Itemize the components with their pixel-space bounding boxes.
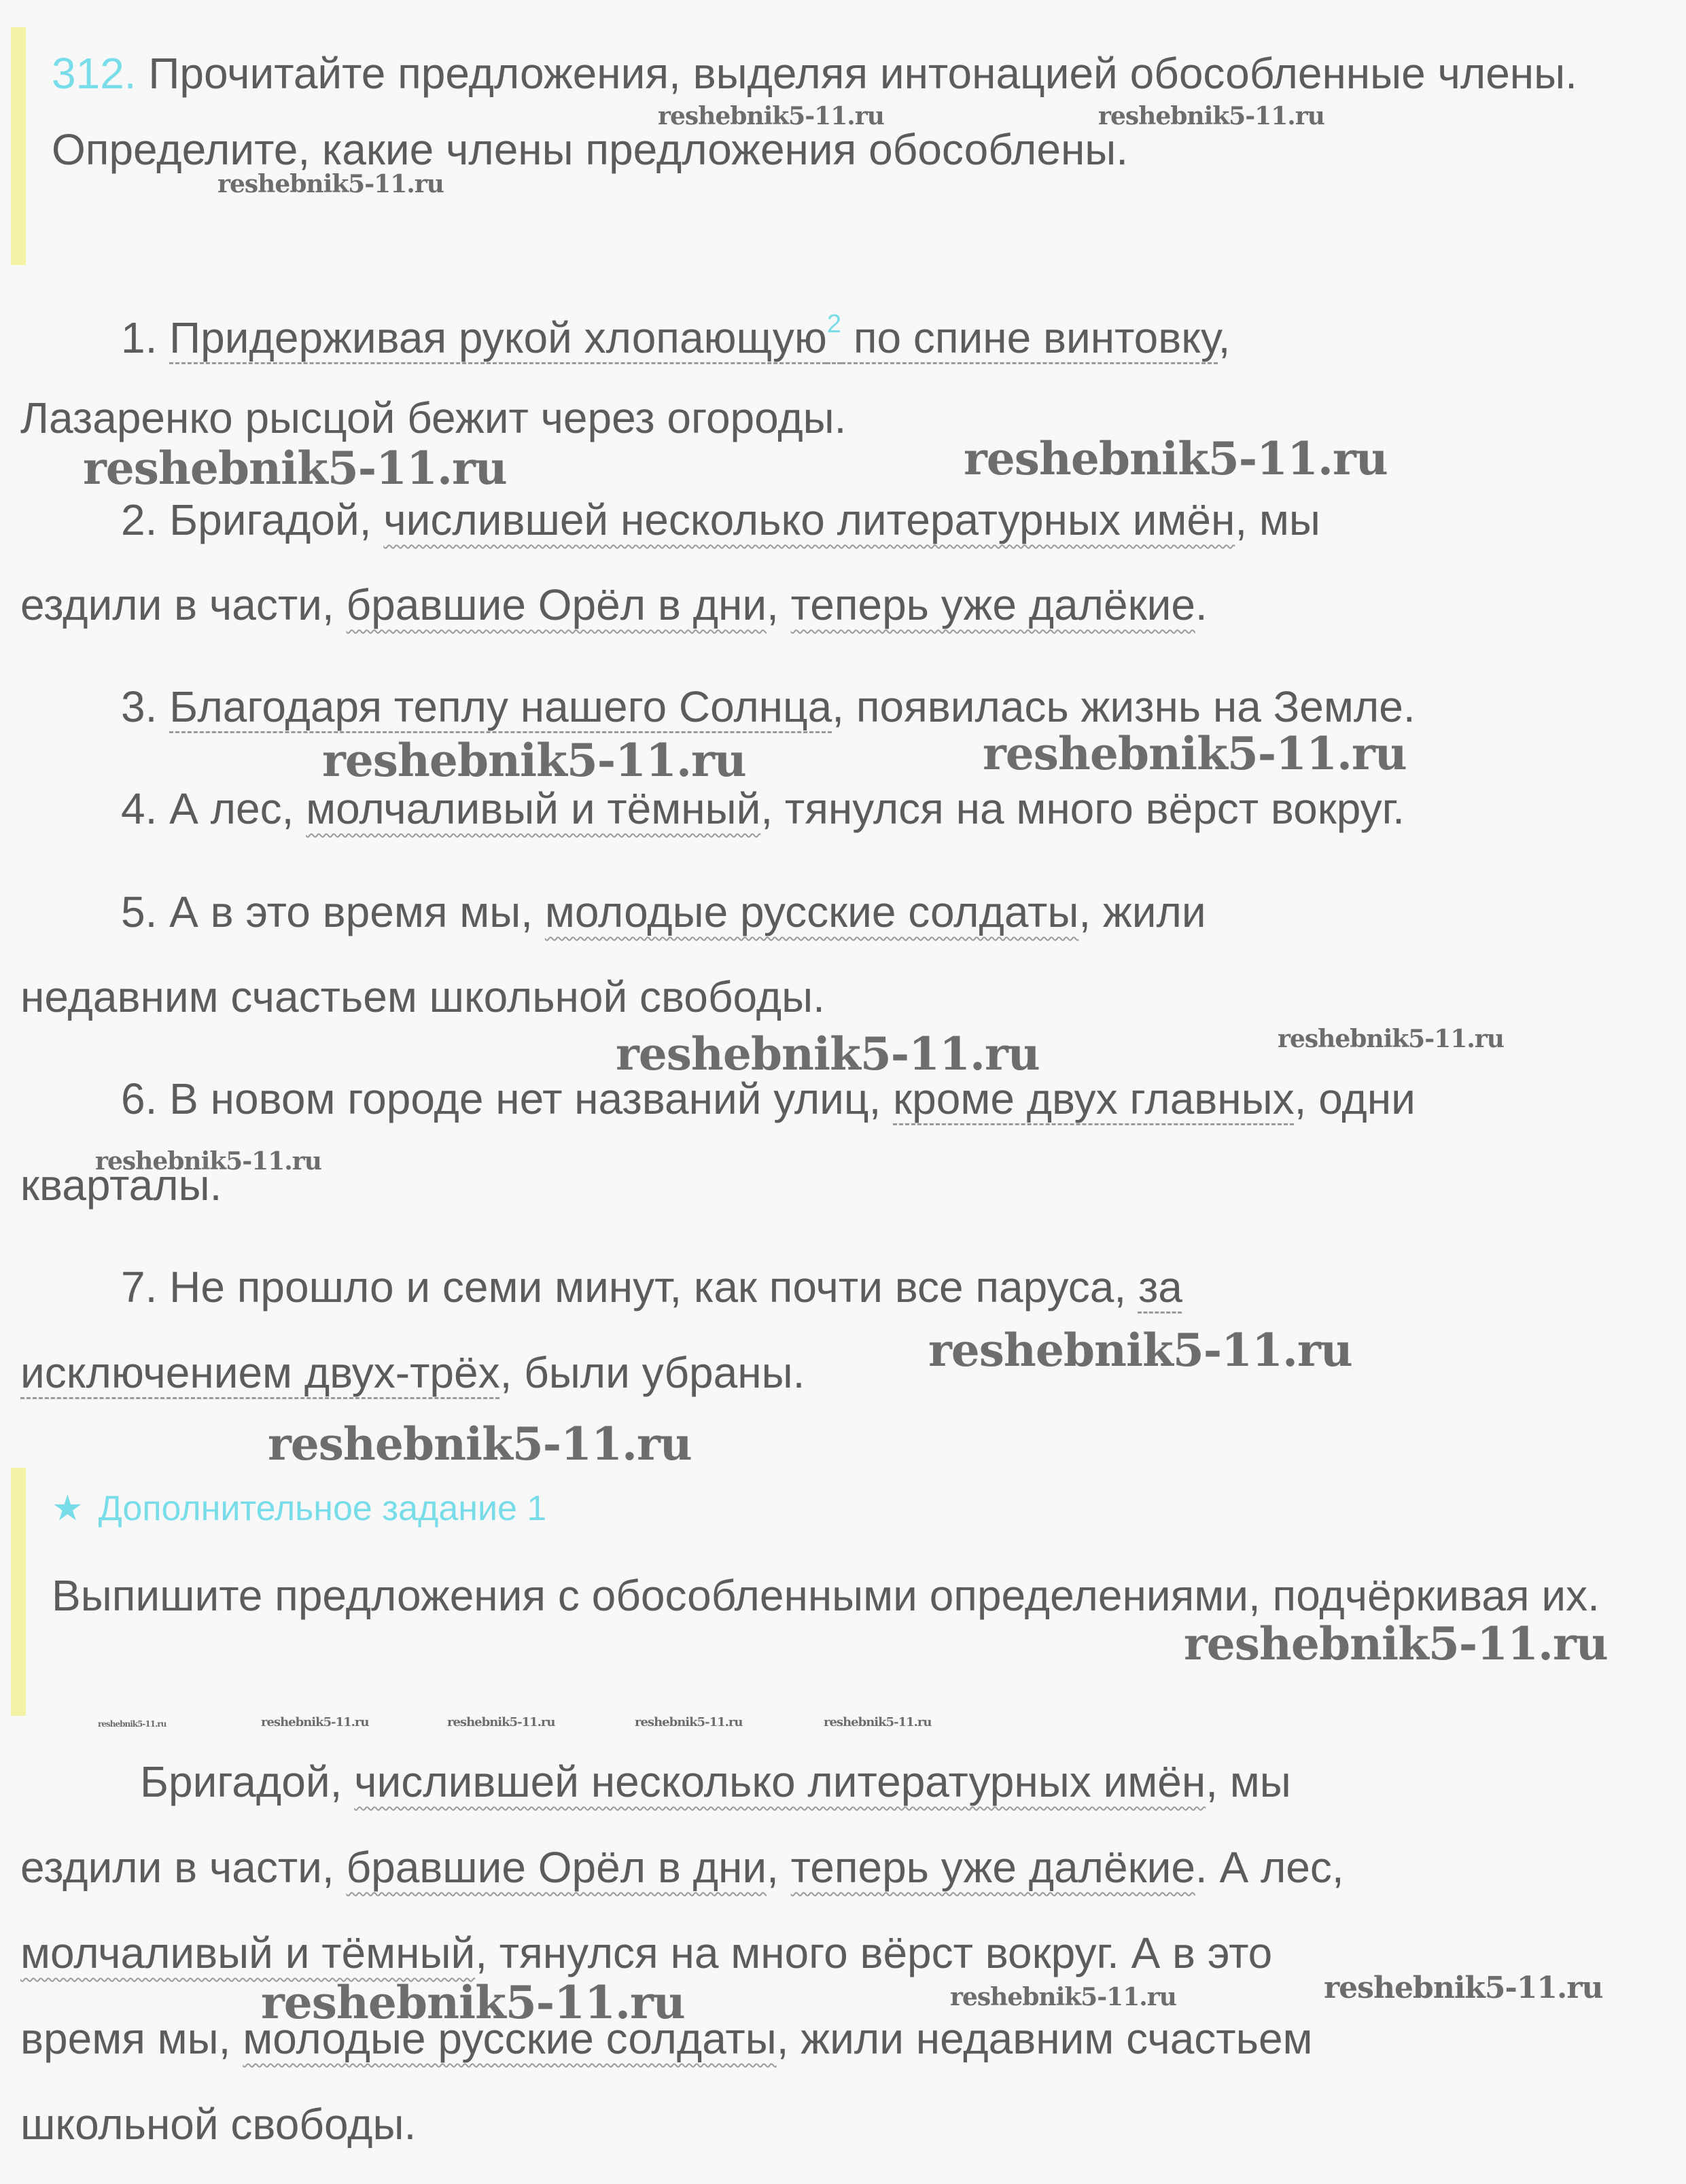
watermark: reshebnik5-11.ru	[322, 734, 746, 787]
isolated-appositive: молодые русские солдаты	[243, 2014, 777, 2063]
text: , мы	[1235, 495, 1320, 544]
answer-line-3	[20, 1928, 1273, 1977]
isolated-attribute: теперь уже далёкие	[790, 580, 1195, 629]
sentence-7-line-2	[20, 1348, 805, 1397]
sentence-number: 7.	[121, 1263, 158, 1311]
watermark: reshebnik5-11.ru	[928, 1324, 1352, 1377]
text: ,	[767, 1843, 791, 1892]
text: , жили	[1078, 887, 1206, 936]
text: , были убраны.	[499, 1348, 805, 1397]
sentence-5-line-1	[121, 887, 1206, 936]
isolated-attribute: бравшие Орёл в дни	[346, 1843, 767, 1892]
sentence-6-line-1	[121, 1074, 1416, 1123]
watermark: reshebnik5-11.ru	[824, 1715, 932, 1729]
text: .	[1195, 580, 1208, 629]
watermark: reshebnik5-11.ru	[658, 102, 884, 130]
isolated-attribute: числившей несколько литературных имён	[383, 495, 1235, 544]
sentence-3	[121, 682, 1416, 731]
text: А лес,	[169, 784, 306, 833]
text: , мы	[1206, 1757, 1291, 1806]
text: , появилась жизнь на Земле.	[832, 682, 1416, 731]
sentence-number: 4.	[121, 784, 158, 833]
sentence-4	[121, 784, 1405, 833]
phrase-part: Придерживая рукой хлопающую	[169, 313, 827, 362]
phrase-part: по спине винтовку	[841, 313, 1218, 362]
watermark: reshebnik5-11.ru	[964, 432, 1388, 485]
sentence-number: 2.	[121, 495, 158, 544]
text: Не прошло и семи минут, как почти все паруса,	[169, 1263, 1138, 1311]
sentence-1-line-2: Лазаренко рысцой бежит через огороды.	[20, 393, 847, 442]
watermark: reshebnik5-11.ru	[83, 442, 507, 495]
watermark: reshebnik5-11.ru	[950, 1983, 1176, 2011]
isolated-attribute: числившей несколько литературных имён	[354, 1757, 1206, 1806]
adverbial-phrase	[169, 310, 1218, 362]
sentence-number: 1.	[121, 313, 158, 362]
extra-task-heading: Дополнительное задание 1	[98, 1489, 547, 1528]
text: Бригадой,	[169, 495, 384, 544]
sentence-1-line-1	[121, 310, 1231, 362]
isolated-attribute: молчаливый и тёмный	[20, 1928, 476, 1977]
task-highlight-bar	[11, 27, 26, 265]
text: . А лес,	[1195, 1843, 1344, 1892]
text: ездили в части,	[20, 1843, 347, 1892]
watermark: reshebnik5-11.ru	[983, 727, 1407, 780]
extra-highlight-bar	[11, 1468, 26, 1716]
watermark: reshebnik5-11.ru	[217, 170, 444, 198]
text: ,	[767, 580, 791, 629]
text: А в это время мы,	[169, 887, 545, 936]
isolated-attribute: молчаливый и тёмный	[306, 784, 761, 833]
sentence-7-line-1	[121, 1265, 1182, 1309]
punct: ,	[1218, 313, 1231, 362]
watermark: reshebnik5-11.ru	[447, 1715, 555, 1729]
text: время мы,	[20, 2014, 243, 2063]
footnote-marker[interactable]: 2	[826, 310, 842, 338]
isolated-appositive: молодые русские солдаты	[544, 887, 1079, 936]
watermark: reshebnik5-11.ru	[635, 1715, 743, 1729]
isolated-object: исключением двух-трёх	[20, 1348, 500, 1397]
isolated-object: кроме двух главных	[893, 1074, 1295, 1123]
sentence-6-line-2: кварталы.	[20, 1161, 222, 1210]
sentence-number: 5.	[121, 887, 158, 936]
text: , тянулся на много вёрст вокруг.	[760, 784, 1405, 833]
answer-line-5: школьной свободы.	[20, 2100, 417, 2149]
watermark: reshebnik5-11.ru	[98, 1719, 166, 1729]
answer-line-2	[20, 1843, 1344, 1892]
text: В новом городе нет названий улиц,	[169, 1074, 894, 1123]
watermark: reshebnik5-11.ru	[268, 1417, 692, 1470]
watermark: reshebnik5-11.ru	[261, 1976, 685, 2029]
watermark: reshebnik5-11.ru	[1098, 102, 1324, 130]
text: , одни	[1294, 1074, 1416, 1123]
isolated-attribute: бравшие Орёл в дни	[346, 580, 767, 629]
watermark: reshebnik5-11.ru	[616, 1027, 1040, 1080]
extra-task-title	[52, 1488, 546, 1529]
sentence-2-line-2	[20, 580, 1208, 629]
sentence-5-line-2: недавним счастьем школьной свободы.	[20, 972, 825, 1021]
watermark: reshebnik5-11.ru	[261, 1715, 369, 1729]
text: Бригадой,	[140, 1757, 355, 1806]
watermark: reshebnik5-11.ru	[1324, 1971, 1603, 2005]
watermark: reshebnik5-11.ru	[1184, 1617, 1608, 1670]
watermark: reshebnik5-11.ru	[1278, 1025, 1504, 1053]
text: ездили в части,	[20, 580, 347, 629]
sentence-2-line-1	[121, 495, 1320, 544]
isolated-object: за	[1138, 1263, 1182, 1311]
extra-task-text: Выпишите предложения с обособленными определениями, подчёркивая их.	[52, 1571, 1600, 1620]
sentence-number: 6.	[121, 1074, 158, 1123]
answer-line-1	[140, 1757, 1291, 1806]
text: , жили недавним счастьем	[776, 2014, 1313, 2063]
isolated-attribute: теперь уже далёкие	[790, 1843, 1195, 1892]
sentence-number: 3.	[121, 682, 158, 731]
watermark: reshebnik5-11.ru	[95, 1147, 321, 1176]
adverbial-phrase: Благодаря теплу нашего Солнца	[169, 682, 832, 731]
star-icon: ★	[52, 1489, 84, 1528]
task-number: 312.	[52, 49, 137, 98]
task-text: Прочитайте предложения, выделяя интонацией обособленные члены. Определите, какие члены предложения обособлены.	[52, 49, 1577, 174]
text: , тянулся на много вёрст вокруг. А в это	[475, 1928, 1273, 1977]
